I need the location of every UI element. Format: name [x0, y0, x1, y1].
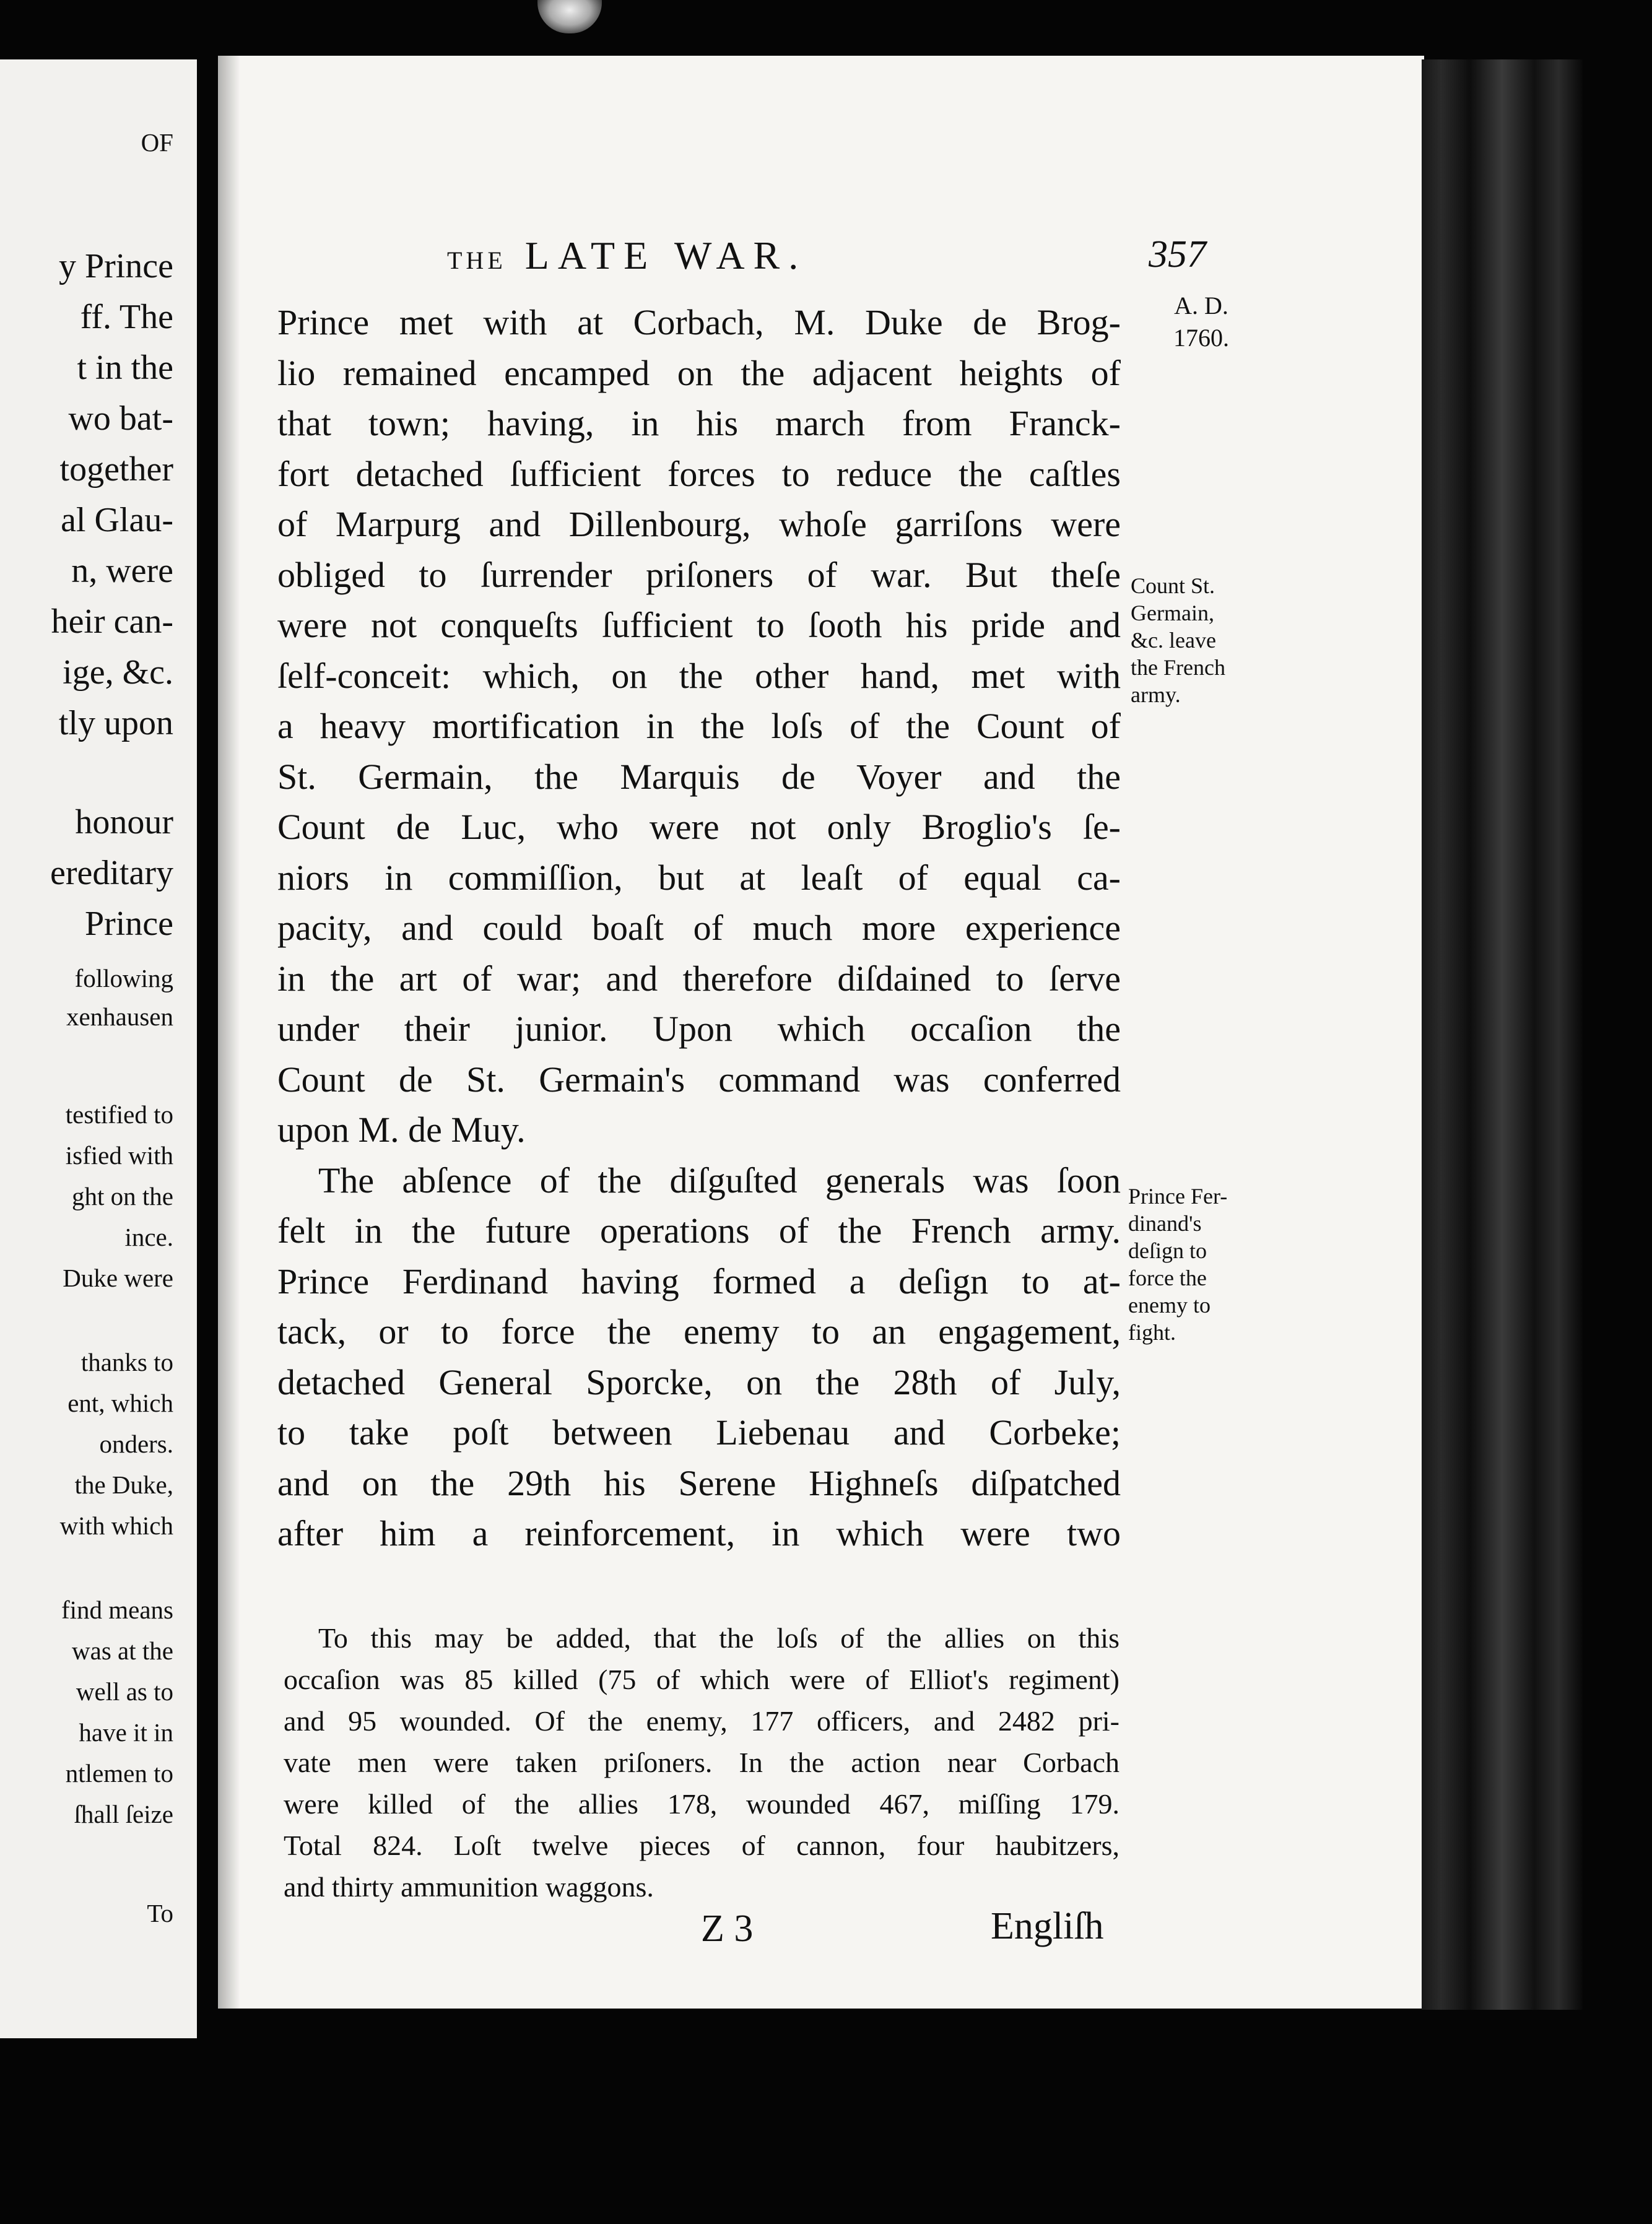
left-page-line: xenhausen	[66, 1002, 173, 1031]
left-page-line: thanks to	[80, 1348, 173, 1376]
left-page-line: n, were	[71, 552, 173, 590]
left-page-line: ent, which	[67, 1389, 173, 1417]
year-margin-note: A. D. 1760.	[1173, 292, 1229, 352]
body-line: to take poſt between Liebenau and Corbeke;	[277, 1412, 1121, 1453]
body-text	[277, 297, 1121, 1559]
left-page-line: ige, &c.	[63, 653, 173, 692]
body-line: a heavy mortification in the loſs of the Count of	[277, 706, 1121, 746]
left-page-line: ereditary	[50, 854, 173, 892]
signature-mark: Z 3	[701, 1908, 754, 1950]
left-page-line: together	[59, 450, 173, 489]
body-line: were not conqueſts ſufficient to ſooth his pride and	[277, 605, 1121, 645]
left-page-line: ght on the	[72, 1182, 173, 1210]
body-line: in the art of war; and therefore diſdained to ſerve	[277, 958, 1121, 999]
page-edge	[1422, 59, 1583, 2010]
binding-ornament	[537, 0, 602, 33]
left-page-line: ſhall ſeize	[74, 1800, 173, 1828]
left-page-line: OF	[141, 128, 173, 157]
left-page-line: the Duke,	[74, 1470, 173, 1499]
left-page-line: well as to	[76, 1677, 173, 1706]
body-line: The abſence of the diſguſted generals was ſoon	[318, 1160, 1121, 1201]
gutter-shadow	[218, 56, 240, 2009]
left-page-line: Duke were	[63, 1264, 173, 1292]
body-line: detached General Sporcke, on the 28th of July,	[277, 1362, 1121, 1402]
left-page-line: was at the	[72, 1636, 173, 1665]
left-page-line: ff. The	[80, 298, 173, 336]
running-head	[447, 233, 1004, 282]
body-line: upon M. de Muy.	[277, 1110, 526, 1150]
left-page-line: testified to	[65, 1100, 173, 1129]
body-line: obliged to ſurrender priſoners of war. But theſe	[277, 554, 1121, 595]
side-note-prince-ferdinand: Prince Fer- dinand's deſign to force the enemy to fight.	[1128, 1184, 1228, 1345]
body-line: of Marpurg and Dillenbourg, whoſe garriſons were	[277, 504, 1121, 544]
left-page-line: t in the	[77, 349, 173, 387]
body-line: niors in commiſſion, but at leaſt of equal ca-	[277, 857, 1121, 898]
footnote-line: Total 824. Loſt twelve pieces of cannon, four haubitzers,	[284, 1830, 1119, 1861]
body-line: Count de Luc, who were not only Broglio's ſe-	[277, 807, 1121, 847]
catchword: Engliſh	[991, 1905, 1104, 1947]
left-page-line: ince.	[124, 1223, 173, 1251]
left-page-line: y Prince	[58, 247, 173, 285]
body-line: fort detached ſufficient forces to reduce the caſtles	[277, 453, 1121, 494]
footnote-line: and thirty ammunition waggons.	[284, 1871, 654, 1903]
footnote-line: vate men were taken priſoners. In the action near Corbach	[284, 1747, 1119, 1778]
body-line: tack, or to force the enemy to an engagement,	[277, 1311, 1121, 1352]
body-line: felt in the future operations of the French army.	[277, 1210, 1121, 1251]
left-page-fragment	[0, 59, 197, 2038]
body-line: that town; having, in his march from Franck-	[277, 403, 1121, 443]
left-page-line: al Glau-	[61, 501, 173, 539]
footnote	[284, 1617, 1119, 1908]
left-page-line: Prince	[84, 905, 173, 943]
left-page-line: isfied with	[65, 1141, 173, 1170]
side-note-count-st-germain: Count St. Germain, &c. leave the French army.	[1131, 573, 1225, 707]
footnote-line: occaſion was 85 killed (75 of which were of Elliot's regiment)	[284, 1664, 1119, 1695]
left-page-line: find means	[61, 1596, 173, 1624]
left-page-line: tly upon	[58, 704, 173, 742]
left-page-line: onders.	[99, 1430, 173, 1458]
body-line: lio remained encamped on the adjacent heights of	[277, 352, 1121, 393]
running-head-prefix: THE	[447, 246, 506, 274]
body-line: pacity, and could boaſt of much more experience	[277, 908, 1121, 948]
footnote-line: and 95 wounded. Of the enemy, 177 officers, and 2482 pri-	[284, 1705, 1119, 1737]
body-line: after him a reinforcement, in which were two	[277, 1513, 1121, 1553]
left-page-line: wo bat-	[68, 399, 173, 438]
left-page-line: following	[74, 964, 173, 993]
running-head-title: LATE WAR.	[524, 233, 807, 277]
left-page-line: honour	[75, 803, 173, 841]
body-line: under their junior. Upon which occaſion the	[277, 1009, 1121, 1049]
page-number: 357	[1149, 233, 1206, 276]
left-page-line: To	[147, 1899, 173, 1927]
body-line: Count de St. Germain's command was conferred	[277, 1059, 1121, 1100]
body-line: St. Germain, the Marquis de Voyer and the	[277, 756, 1121, 797]
left-page-line: ntlemen to	[65, 1759, 173, 1787]
body-line: ſelf-conceit: which, on the other hand, met with	[277, 655, 1121, 696]
body-line: Prince met with at Corbach, M. Duke de Brog-	[277, 302, 1121, 342]
body-line: Prince Ferdinand having formed a deſign to at-	[277, 1261, 1121, 1301]
left-page-line: have it in	[79, 1718, 173, 1747]
footnote-line: were killed of the allies 178, wounded 467, miſſing 179.	[284, 1788, 1119, 1820]
left-page-line: heir can-	[51, 602, 173, 641]
body-line: and on the 29th his Serene Highneſs diſpatched	[277, 1462, 1121, 1503]
footnote-line: To this may be added, that the loſs of the allies on this	[318, 1622, 1119, 1654]
left-page-line: with which	[59, 1511, 173, 1540]
